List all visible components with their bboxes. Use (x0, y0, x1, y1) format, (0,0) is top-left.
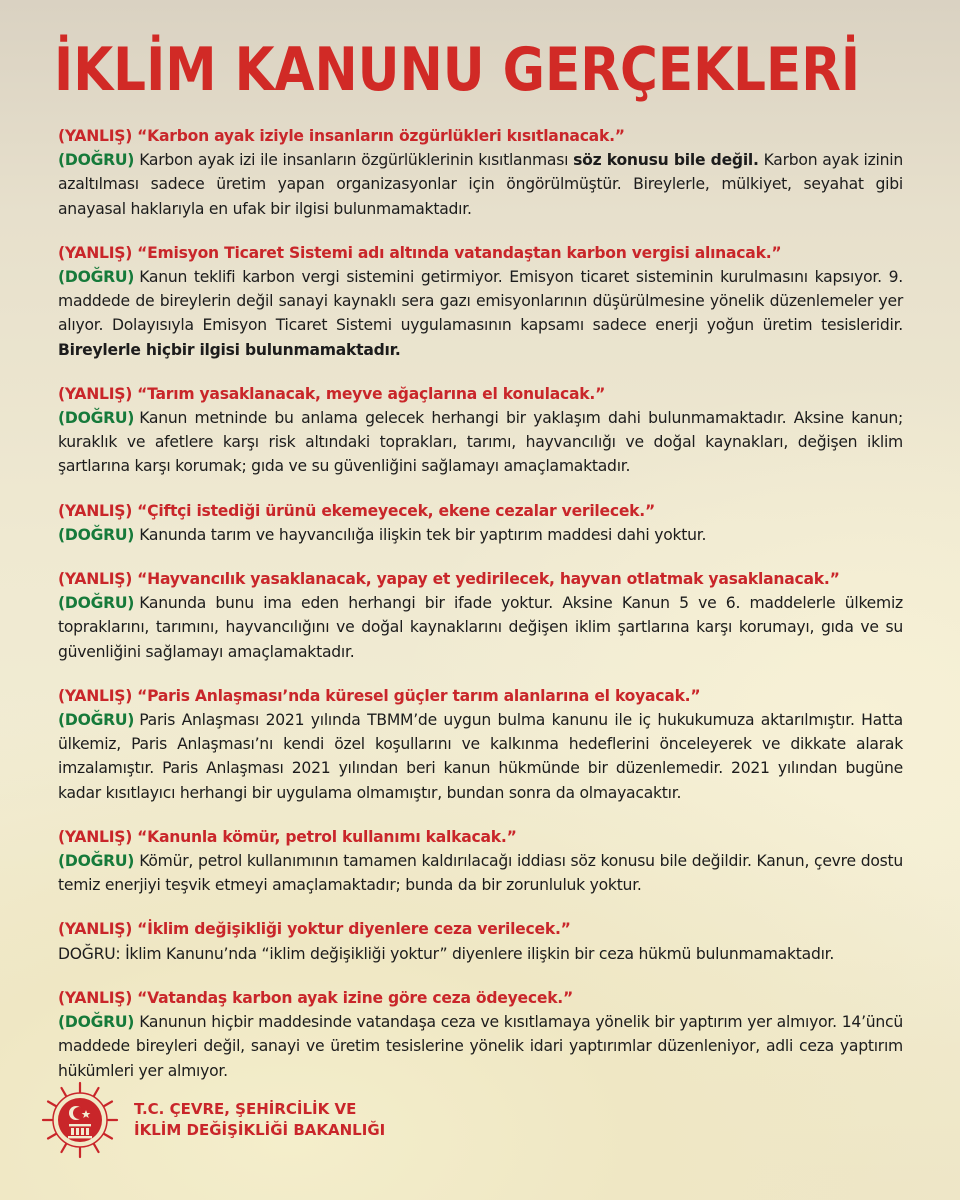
fact-tag: (DOĞRU) (58, 711, 135, 730)
fact-statement (58, 409, 903, 475)
myth-tag: (YANLIŞ) (58, 501, 133, 520)
page-title: İKLİM KANUNU GERÇEKLERİ (54, 35, 861, 105)
fact-item (58, 124, 903, 221)
myth-text: “İklim değişikliği yoktur diyenlere ceza verilecek.” (137, 920, 571, 939)
fact-statement (58, 151, 903, 217)
myth-text: “Paris Anlaşması’nda küresel güçler tarım alanlarına el koyacak.” (137, 686, 701, 705)
fact-text: DOĞRU: İklim Kanunu’nda “iklim değişikliği yoktur” diyenlere ilişkin bir ceza hükmü bulunmamaktadır. (58, 944, 835, 963)
myth-statement (58, 917, 903, 941)
fact-item (58, 825, 903, 898)
myth-statement (58, 124, 903, 148)
fact-tag: (DOĞRU) (58, 151, 135, 170)
fact-statement (58, 1013, 903, 1079)
fact-tag: (DOĞRU) (58, 409, 135, 428)
myth-tag: (YANLIŞ) (58, 920, 133, 939)
myth-statement (58, 499, 903, 523)
fact-text: Kanun teklifi karbon vergi sistemini getirmiyor. Emisyon ticaret sisteminin kurulmasını kapsıyor. 9. maddede de bireylerin değil sanayi kaynaklı sera gazı emisyonlarının düşürülmesine yönelik düzenlemeler yer alıyor. Dolayısıyla Emisyon Ticaret Sistemi uygulamasının kapsamı sadece enerji yoğun üretim tesisleridir. (58, 268, 903, 335)
fact-text-bold: söz konusu bile değil. (573, 151, 759, 170)
fact-item (58, 499, 903, 547)
fact-item (58, 567, 903, 664)
ministry-name-line1: T.C. ÇEVRE, ŞEHİRCİLİK VE (134, 1100, 357, 1118)
myth-tag: (YANLIŞ) (58, 570, 133, 589)
ministry-name-line2: İKLİM DEĞİŞİKLİĞİ BAKANLIĞI (134, 1121, 386, 1139)
fact-text: Kanunda tarım ve hayvancılığa ilişkin tek bir yaptırım maddesi dahi yoktur. (139, 525, 707, 544)
ministry-name (134, 1099, 385, 1141)
myth-tag: (YANLIŞ) (58, 686, 133, 705)
myth-tag: (YANLIŞ) (58, 988, 133, 1007)
myth-statement (58, 382, 903, 406)
fact-text-bold: Bireylerle hiçbir ilgisi bulunmamaktadır. (58, 340, 401, 359)
fact-text: Kanunun hiçbir maddesinde vatandaşa ceza ve kısıtlamaya yönelik bir yaptırım yer almıyor. 14’üncü maddede bireyleri değil, sanayi ve üretim tesislerine yönelik idari yaptırımlar düzenleniyor, adli ceza yaptırım hükümleri yer almıyor. (58, 1013, 903, 1080)
fact-statement (58, 268, 903, 359)
fact-text: Kanun metninde bu anlama gelecek herhangi bir yaklaşım dahi bulunmamaktadır. Aksine kanun; kuraklık ve afetlere karşı risk altındaki toprakları, tarımı, hayvancılığı ve doğal kaynakları, değişen iklim şartlarına karşı korumak; gıda ve su güvenliğini sağlamayı amaçlamaktadır. (58, 409, 903, 476)
fact-statement (58, 945, 834, 963)
myth-tag: (YANLIŞ) (58, 127, 133, 145)
myth-statement (58, 241, 903, 265)
fact-statement (58, 711, 903, 802)
fact-tag: (DOĞRU) (58, 1013, 135, 1032)
myth-tag: (YANLIŞ) (58, 243, 133, 262)
facts-list (58, 124, 903, 1103)
ministry-footer (40, 1080, 385, 1160)
fact-statement (58, 594, 903, 660)
fact-item (58, 684, 903, 805)
myth-text: “Hayvancılık yasaklanacak, yapay et yedirilecek, hayvan otlatmak yasaklanacak.” (137, 570, 840, 589)
fact-tag: (DOĞRU) (58, 268, 135, 287)
myth-tag: (YANLIŞ) (58, 827, 133, 846)
fact-statement (58, 852, 903, 894)
fact-item (58, 917, 903, 965)
myth-statement (58, 986, 903, 1010)
fact-text-after: Karbon ayak izinin azaltılması sadece üretim yapan organizasyonlar için öngörülmüştür. Bireylerle, mülkiyet, seyahat gibi anayasal haklarıyla en ufak bir ilgisi bulunmamaktadır. (58, 151, 903, 218)
fact-item (58, 986, 903, 1083)
myth-statement (58, 825, 903, 849)
fact-tag: (DOĞRU) (58, 852, 135, 871)
myth-text: “Kanunla kömür, petrol kullanımı kalkacak.” (137, 827, 517, 846)
myth-statement (58, 684, 903, 708)
fact-text: Karbon ayak izi ile insanların özgürlüklerinin kısıtlanması (139, 151, 569, 170)
fact-tag: (DOĞRU) (58, 525, 135, 544)
myth-text: “Çiftçi istediği ürünü ekemeyecek, ekene cezalar verilecek.” (137, 501, 655, 520)
myth-text: “Vatandaş karbon ayak izine göre ceza ödeyecek.” (137, 988, 573, 1007)
fact-text: Kömür, petrol kullanımının tamamen kaldırılacağı iddiası söz konusu bile değildir. Kanun, çevre dostu temiz enerjiyi teşvik etmeyi amaçlamaktadır; bunda da bir zorunluluk yoktur. (58, 852, 903, 895)
fact-text: Paris Anlaşması 2021 yılında TBMM’de uygun bulma kanunu ile iç hukukumuza aktarılmıştır. Hatta ülkemiz, Paris Anlaşması’nı kendi özel koşullarını ve kalkınma hedeflerini önceleyerek ve dikkate alarak imzalamıştır. Paris Anlaşması 2021 yılından beri kanun hükmünde bir düzenlemedir. 2021 yılından bugüne kadar kısıtlayıcı herhangi bir uygulama olmamıştır, bundan sonra da olmayacaktır. (58, 711, 903, 802)
myth-text: “Emisyon Ticaret Sistemi adı altında vatandaştan karbon vergisi alınacak.” (137, 243, 782, 262)
fact-statement (58, 526, 706, 544)
myth-tag: (YANLIŞ) (58, 384, 133, 403)
myth-text: “Tarım yasaklanacak, meyve ağaçlarına el konulacak.” (137, 384, 606, 403)
fact-text: Kanunda bunu ima eden herhangi bir ifade yoktur. Aksine Kanun 5 ve 6. maddelerle ülkemiz topraklarını, tarımını, hayvancılığını ve doğal kaynaklarını değişen iklim şartlarına karşı korumayı, gıda ve su güvenliğini sağlamayı amaçlamaktadır. (58, 594, 903, 661)
fact-item (58, 382, 903, 479)
fact-item (58, 241, 903, 362)
myth-text: “Karbon ayak iziyle insanların özgürlükleri kısıtlanacak.” (137, 127, 625, 145)
fact-tag: (DOĞRU) (58, 594, 135, 613)
myth-statement (58, 567, 903, 591)
ministry-seal-icon (40, 1080, 120, 1160)
